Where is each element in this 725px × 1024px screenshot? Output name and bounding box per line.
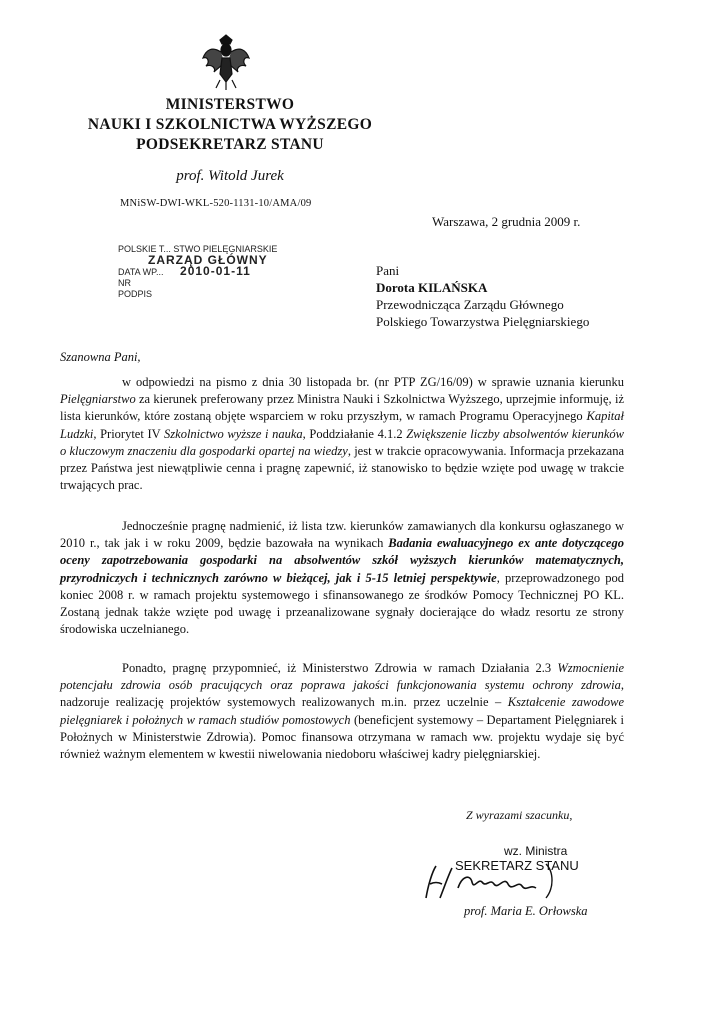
office-title: PODSEKRETARZ STANU [136, 136, 324, 153]
signatory-title: SEKRETARZ STANU [455, 858, 579, 873]
signatory-proxy: wz. Ministra [504, 844, 568, 858]
paragraph-3: Ponadto, pragnę przypomnieć, iż Ministerstwo Zdrowia w ramach Działania 2.3 Wzmocnienie potencjału zdrowia osób pracujących oraz poprawa jakości funkcjonowania systemu ochrony zdrowia, nadzoruje realizację projektów systemowych realizowanych m.in. przez uczelnie – Kształcenie zawodowe pielęgniarek i położnych w ramach studiów pomostowych (beneficjent systemowy – Departament Pielęgniarek i Położnych w Ministerstwie Zdrowia). Pomoc finansowa otrzymana w ramach ww. projektu wydaje się być również ważnym elementem w kwestii niwelowania niedoboru właściwej kadry pielęgniarskiej. [60, 661, 625, 762]
stamp-line1: POLSKIE T... STWO PIELĘGNIARSKIE [118, 244, 278, 254]
salutation: Szanowna Pani, [60, 350, 141, 364]
signatory-name: prof. Maria E. Orłowska [464, 904, 588, 918]
paragraph-1: w odpowiedzi na pismo z dnia 30 listopada br. (nr PTP ZG/16/09) w sprawie uznania kierunku Pielęgniarstwo za kierunek preferowany przez Ministra Nauki i Szkolnictwa Wyższego, uprzejmie informuję, iż lista kierunków, które zostaną objęte wsparciem w roku przyszłym, w ramach Programu Operacyjnego Kapitał Ludzki, Priorytet IV Szkolnictwo wyższe i nauka, Poddziałanie 4.1.2 Zwiększenie liczby absolwentów kierunków o kluczowym znaczeniu dla gospodarki opartej na wiedzy, jest w trakcie opracowywania. Informacja przekazana przez Państwa jest niewątpliwie cenna i pragnę zapewnić, iż stanowisko to będzie wzięte pod uwagę w trakcie trwających prac. [60, 375, 624, 493]
ministry-title: MINISTERSTWO [165, 96, 295, 113]
reference-number: MNiSW-DWI-WKL-520-1131-10/AMA/09 [120, 198, 312, 209]
recipient-line3: Przewodnicząca Zarządu Głównego [376, 297, 564, 312]
recipient-name: Dorota KILAŃSKA [376, 280, 488, 295]
stamp-line2: ZARZĄD GŁÓWNY [148, 253, 268, 267]
recipient-line4: Polskiego Towarzystwa Pielęgniarskiego [376, 314, 590, 329]
recipient-address [376, 262, 589, 330]
stamp-label-date: DATA WP... 2010-01-11 [118, 264, 251, 278]
stamp-date: 2010-01-11 [180, 264, 251, 278]
letter-date: Warszawa, 2 grudnia 2009 r. [432, 214, 581, 229]
handwritten-signature [418, 858, 568, 906]
paragraph-2: Jednocześnie pragnę nadmienić, iż lista tzw. kierunków zamawianych dla konkursu ogłaszanego w 2010 r., tak jak i w roku 2009, będzie bazowała na wynikach Badania ewaluacyjnego ex ante dotyczącego oceny zapotrzebowania gospodarki na absolwentów szkół wyższych kierunków matematycznych, przyrodniczych i technicznych zarówno w bieżącej, jak i 5-15 letniej perspektywie, przeprowadzonego pod koniec 2008 r. w ramach projektu systemowego i sfinansowanego ze środków Pomocy Technicznej PO KL. Zostaną jednak także wzięte pod uwagę i przeanalizowane sygnały docierające do władz resortu ze strony środowiska uczelnianego. [60, 519, 625, 637]
stamp-label-podpis: PODPIS [118, 289, 153, 299]
closing-regards: Z wyrazami szacunku, [466, 808, 573, 822]
sender-name: prof. Witold Jurek [176, 168, 284, 184]
stamp-label-nr: NR [118, 278, 131, 288]
received-stamp [118, 244, 288, 300]
ministry-subtitle: NAUKI I SZKOLNICTWA WYŻSZEGO [87, 116, 373, 133]
eagle-emblem-icon [200, 32, 252, 92]
recipient-line1: Pani [376, 263, 400, 278]
